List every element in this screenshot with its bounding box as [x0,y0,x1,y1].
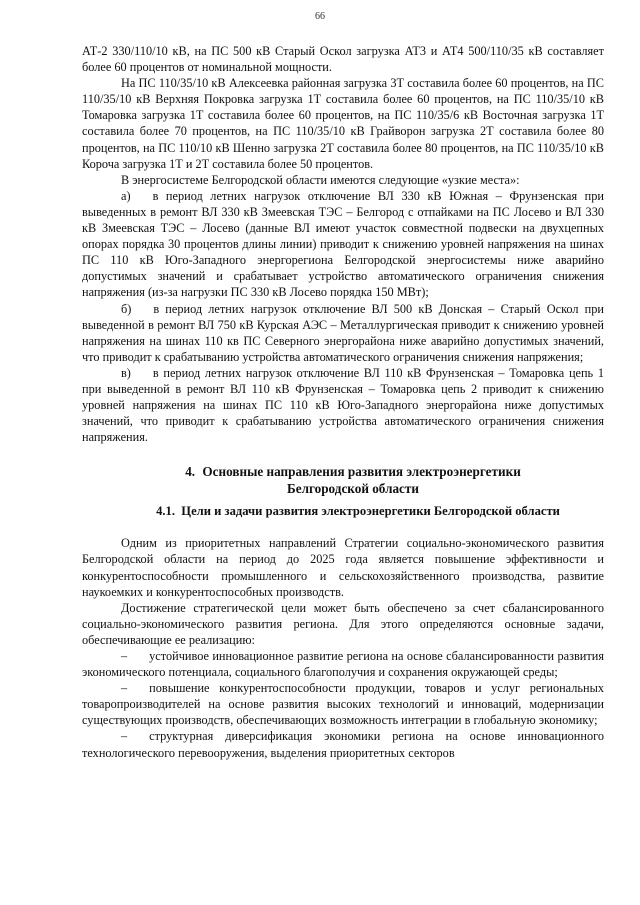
list-item-text: в период летних нагрузок отключение ВЛ 330 кВ Южная – Фрунзенская при выведенных в ремонт ВЛ 330 кВ Змеевская ТЭС – Белгород с отпайками на ПС Лосево и ВЛ 330 кВ Змеевская ТЭС – Лосево (данные ВЛ имеют участок совместной подвески на двухцепных опорах порядка 30 процентов длины линии) приводит к снижению уровней напряжения на шинах ПС 110 кВ Юго-Западного энергорегиона Белгородской энергосистемы ниже аварийно допустимых значений и срабатывает устройство автоматического ограничения снижения напряжения (из-за нагрузки ПС 330 кВ Лосево порядка 150 МВт); [82,188,604,300]
subsection-heading [82,503,604,519]
list-marker: в) [121,365,131,380]
task-item-3 [82,728,604,760]
bottleneck-item-a [82,188,604,301]
task-item-2 [82,680,604,728]
list-marker: б) [121,301,132,316]
page-body [82,43,604,761]
bottleneck-item-c [82,365,604,445]
section-title-line1: Основные направления развития электроэнергетики [202,464,521,480]
bottleneck-item-b [82,301,604,365]
paragraph-continuation: АТ-2 330/110/10 кВ, на ПС 500 кВ Старый Оскол загрузка АТ3 и АТ4 500/110/35 кВ составляет более 60 процентов от номинальной мощности. [82,44,604,75]
subsection-title: Цели и задачи развития электроэнергетики Белгородской области [181,504,560,519]
page-number: 66 [315,11,325,22]
paragraph-strategy: Одним из приоритетных направлений Стратегии социально-экономического развития Белгородской области на период до 2025 года является повышение эффективности и конкурентоспособности промышленного и сельскохозяйственного производства, развитие наукоемких и конкурентоспособных производств. [82,536,604,599]
paragraph-goal: Достижение стратегической цели может быть обеспечено за счет сбалансированного социально-экономического развития региона. Для этого определяются основные задачи, обеспечивающие ее реализацию: [82,600,604,647]
paragraph-substation-load: На ПС 110/35/10 кВ Алексеевка районная загрузка 3Т составила более 60 процентов, на ПС 110/35/10 кВ Верхняя Покровка загрузка 1Т составила более 60 процентов, на ПС 110/35/10 кВ Томаровка загрузка 1Т составила более 60 процентов, на ПС 110/35/6 кВ Восточная загрузка 1Т составила более 70 процентов, на ПС 110/35/10 кВ Грайворон загрузка 2Т составила более 80 процентов, на ПС 110/10 кВ Шенно загрузка 2Т составила более 80 процентов, на ПС 110/35/10 кВ Короча загрузка 1Т и 2Т составила более 50 процентов. [82,76,604,171]
list-marker: – [121,681,128,696]
section-title-line2: Белгородской области [287,481,419,497]
subsection-number: 4.1. [156,504,175,519]
list-item-text: устойчивое инновационное развитие региона на основе сбалансированности развития экономического потенциала, социального благополучия и сохранения окружающей среды; [82,649,604,680]
task-item-1 [82,648,604,680]
section-heading [82,463,604,497]
section-number: 4. [185,464,196,480]
list-marker: – [121,649,128,663]
list-item-text: в период летних нагрузок отключение ВЛ 500 кВ Донская – Старый Оскол при выведенной в ремонт ВЛ 750 кВ Курская АЭС – Металлургическая приводит к снижению уровней напряжения на шинах 110 кв ПС Северного энергорайона ниже аварийно допустимых значений, что приводит к срабатыванию устройства автоматического ограничения снижения напряжения; [82,301,604,364]
list-item-text: в период летних нагрузок отключение ВЛ 110 кВ Фрунзенская – Томаровка цепь 1 при выведенной в ремонт ВЛ 110 кВ Фрунзенская – Томаровка цепь 2 приводит к снижению уровней напряжения на шинах ПС 110 кВ Юго-Западного энергорайона ниже допустимых значений, что приводит к срабатыванию устройства автоматического ограничения снижения напряжения. [82,365,604,445]
list-marker: – [121,729,128,744]
list-marker: а) [121,188,131,203]
list-item-text: повышение конкурентоспособности продукции, товаров и услуг региональных товаропроизводителей на основе развития высоких технологий и инноваций, модернизации существующих производств, обеспечивающих возможность интеграции в глобальную экономику; [82,681,604,728]
list-item-text: структурная диверсификация экономики региона на основе инновационного технологического перевооружения, выделения приоритетных секторов [82,729,604,760]
paragraph-bottlenecks-intro: В энергосистеме Белгородской области имеются следующие «узкие места»: [121,172,520,187]
